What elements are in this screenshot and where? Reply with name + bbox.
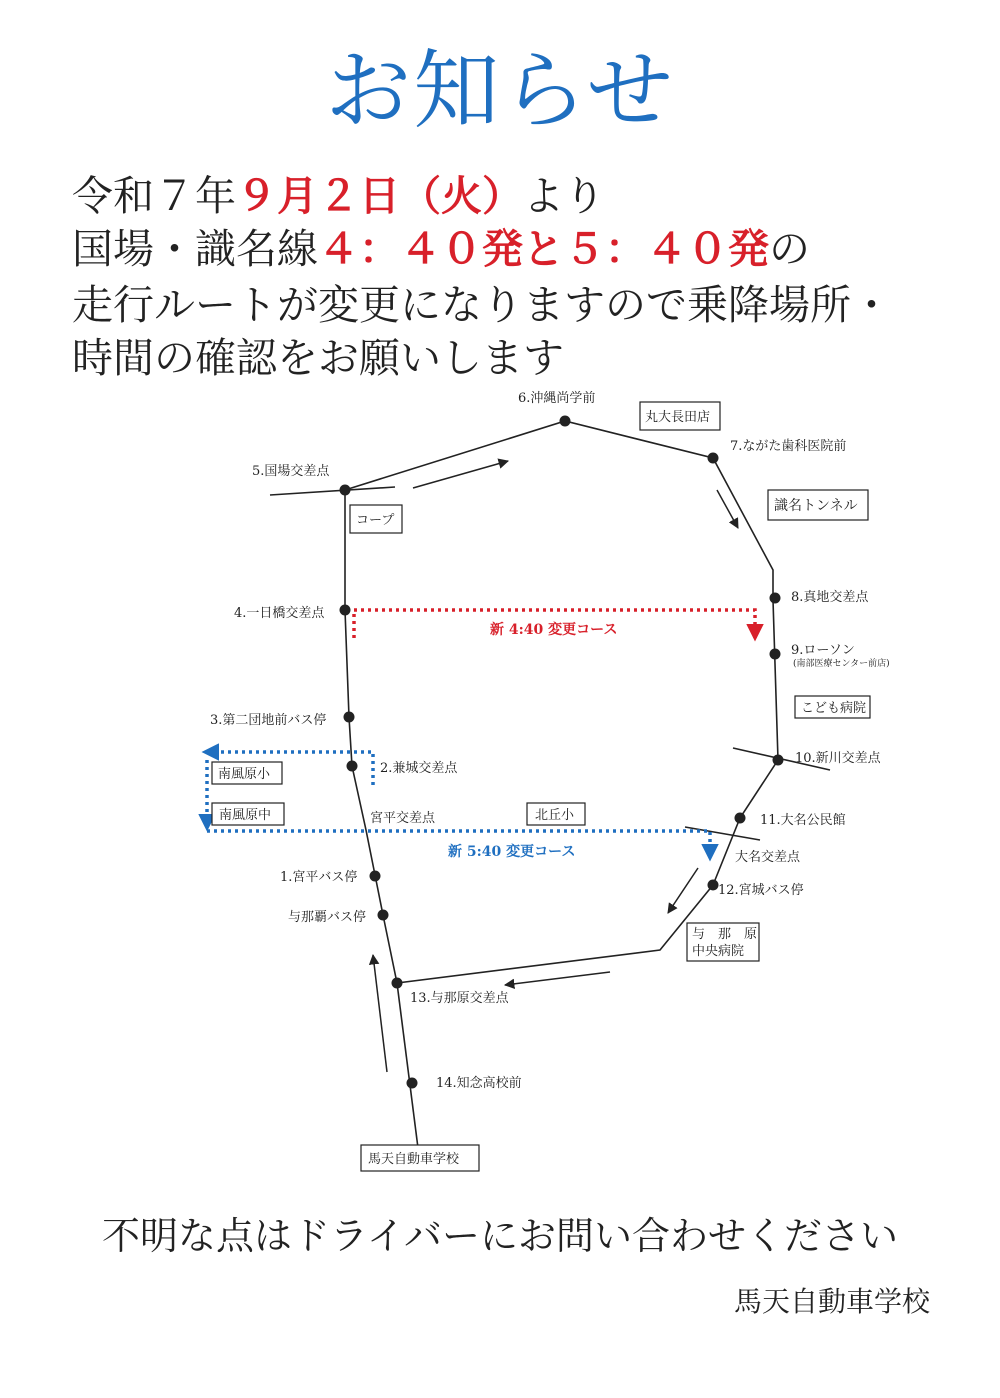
change-date: ９月２日（火） xyxy=(236,172,523,220)
stop-1-dot xyxy=(370,871,381,882)
course-540-label: 新 5:40 変更コース xyxy=(448,844,576,860)
stop-yonaha-label: 与那覇バス停 xyxy=(288,910,367,925)
stop-11-dot xyxy=(735,813,746,824)
stop-9-note: (南部医療センター前店) xyxy=(793,659,890,669)
route-name: 国場・識名線 xyxy=(72,225,318,273)
miyahira-crossing-label: 宮平交差点 xyxy=(370,811,436,826)
route-main-loop xyxy=(345,421,778,983)
minamihaebaru-elem-label: 南風原小 xyxy=(218,767,271,782)
stop-3-dot xyxy=(344,712,355,723)
notice-line-change: 走行ルートが変更になりますので乗降場所・ xyxy=(72,281,892,329)
stop-1-label: 1.宮平バス停 xyxy=(280,870,358,885)
course-440-label: 新 4:40 変更コース xyxy=(490,622,618,638)
marudai-label: 丸大長田店 xyxy=(645,410,711,425)
stop-yonaha-dot xyxy=(378,910,389,921)
stop-8-dot xyxy=(770,593,781,604)
stop-9-dot xyxy=(770,649,781,660)
cross-road-omina xyxy=(685,827,760,840)
stop-12-label: 12.宮城バス停 xyxy=(718,883,804,898)
arrow-right-upper xyxy=(717,490,738,528)
arrow-right-lower xyxy=(668,868,698,913)
stop-7-label: 7.ながた歯科医院前 xyxy=(730,439,847,454)
route-suffix: の xyxy=(769,225,810,273)
notice-line-route xyxy=(72,225,810,273)
stop-2-label: 2.兼城交差点 xyxy=(380,761,458,776)
stop-8-label: 8.真地交差点 xyxy=(791,590,869,605)
cross-road-kokuba xyxy=(270,487,395,495)
stop-6-dot xyxy=(560,416,571,427)
stop-2-dot xyxy=(347,761,358,772)
kitaoka-elem-label: 北丘小 xyxy=(535,808,575,823)
stop-13-label: 13.与那原交差点 xyxy=(410,991,509,1006)
arrow-left-up xyxy=(373,955,387,1072)
route-map xyxy=(0,385,1000,1185)
school-label: 馬天自動車学校 xyxy=(368,1152,460,1167)
omina-crossing-label: 大名交差点 xyxy=(735,850,801,865)
stop-6-label: 6.沖縄尚学前 xyxy=(518,391,596,406)
landmarks xyxy=(212,402,870,1171)
minamihaebaru-jh-label: 南風原中 xyxy=(219,808,272,823)
notice-line-date xyxy=(72,172,605,220)
stop-9-label: 9.ローソン xyxy=(791,643,855,658)
shikina-tunnel-label: 識名トンネル xyxy=(774,498,858,514)
route-to-school xyxy=(397,983,418,1148)
stop-3-label: 3.第二団地前バス停 xyxy=(210,713,327,728)
stop-13-dot xyxy=(392,978,403,989)
coop-label: コープ xyxy=(356,513,395,528)
stop-14-label: 14.知念高校前 xyxy=(436,1076,522,1091)
arrow-top xyxy=(413,461,508,488)
notice-line-request: 時間の確認をお願いします xyxy=(72,334,564,382)
yonabaru-hospital-label-1: 与 那 原 xyxy=(692,927,758,942)
notice-title: お知らせ xyxy=(325,41,675,141)
stop-10-dot xyxy=(773,755,784,766)
stop-11-label: 11.大名公民館 xyxy=(760,813,846,828)
kodomo-hospital-label: こども病院 xyxy=(801,701,867,716)
date-prefix: 令和７年 xyxy=(72,172,236,220)
stop-5-label: 5.国場交差点 xyxy=(252,464,330,479)
footer-message: 不明な点はドライバーにお問い合わせください xyxy=(101,1214,899,1258)
issuer-name: 馬天自動車学校 xyxy=(733,1285,930,1318)
stop-10-label: 10.新川交差点 xyxy=(795,751,881,766)
arrow-bottom xyxy=(505,972,610,985)
stop-4-label: 4.一日橋交差点 xyxy=(234,606,325,621)
stop-12-dot xyxy=(708,880,719,891)
stop-4-dot xyxy=(340,605,351,616)
date-suffix: より xyxy=(523,172,605,220)
stop-5-dot xyxy=(340,485,351,496)
stop-14-dot xyxy=(407,1078,418,1089)
departure-times: ４：４０発と５：４０発 xyxy=(318,225,769,273)
yonabaru-hospital-label-2: 中央病院 xyxy=(692,944,745,959)
stop-7-dot xyxy=(708,453,719,464)
bus-stops xyxy=(340,416,784,1089)
